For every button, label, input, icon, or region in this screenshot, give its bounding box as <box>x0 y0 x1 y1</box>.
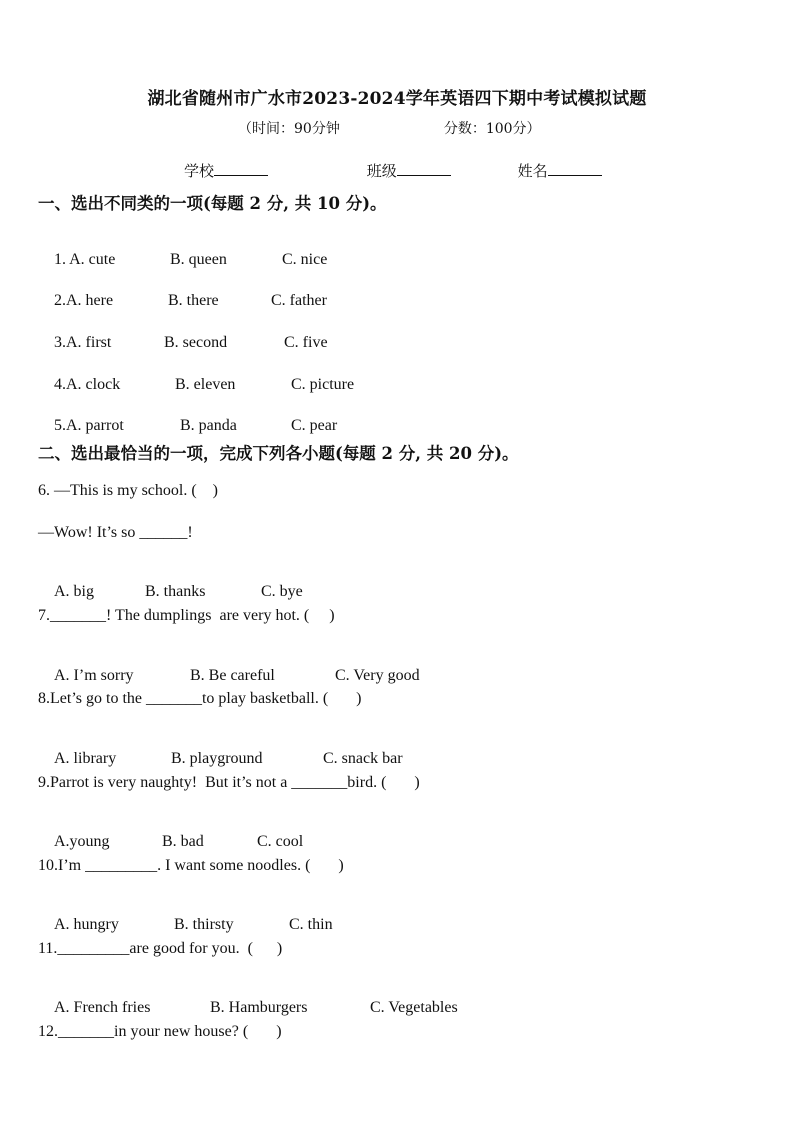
q11-option-b: B. Hamburgers <box>210 999 308 1016</box>
question-6-stem-2: —Wow! It’s so ______! <box>38 524 193 541</box>
question-9-stem: 9.Parrot is very naughty! But it’s not a _______bird. ( ) <box>38 774 420 791</box>
q6-option-a: A. big <box>54 583 94 600</box>
student-info <box>184 160 602 181</box>
school-field <box>184 160 268 181</box>
q3-option-b: B. second <box>164 334 228 351</box>
q5-option-b: B. panda <box>180 417 237 434</box>
q9-option-a: A.young <box>54 833 110 850</box>
q2-option-a: 2.A. here <box>54 292 114 309</box>
question-12-stem: 12._______in your new house? ( ) <box>38 1023 282 1040</box>
school-blank[interactable] <box>214 161 268 176</box>
page-title: 湖北省随州市广水市2023-2024学年英语四下期中考试模拟试题 <box>147 89 647 109</box>
question-8-stem: 8.Let’s go to the _______to play basketball. ( ) <box>38 690 362 707</box>
school-label: 学校 <box>184 162 215 180</box>
q1-option-c: C. nice <box>282 251 328 268</box>
q7-option-a: A. I’m sorry <box>54 667 134 684</box>
q8-option-c: C. snack bar <box>323 750 403 767</box>
q4-option-a: 4.A. clock <box>54 376 121 393</box>
q8-option-b: B. playground <box>171 750 263 767</box>
q10-option-b: B. thirsty <box>174 916 234 933</box>
q3-option-c: C. five <box>284 334 328 351</box>
q4-option-b: B. eleven <box>175 376 236 393</box>
q2-option-c: C. father <box>271 292 327 309</box>
section1-heading: 一、选出不同类的一项(每题 2 分, 共 10 分)。 <box>38 194 387 213</box>
exam-meta <box>238 118 541 138</box>
exam-time: （时间：90分钟 <box>238 121 340 137</box>
class-blank[interactable] <box>397 161 451 176</box>
q2-option-b: B. there <box>168 292 219 309</box>
q5-option-a: 5.A. parrot <box>54 417 124 434</box>
question-11-stem: 11._________are good for you. ( ) <box>38 940 283 957</box>
q9-option-c: C. cool <box>257 833 304 850</box>
question-7-stem: 7._______! The dumplings are very hot. ( ) <box>38 607 335 624</box>
exam-score: 分数：100分） <box>443 121 541 137</box>
q6-option-c: C. bye <box>261 583 303 600</box>
q1-option-a: 1. A. cute <box>54 251 116 268</box>
q11-option-a: A. French fries <box>54 999 151 1016</box>
q1-option-b: B. queen <box>170 251 227 268</box>
class-field <box>367 160 451 181</box>
q10-option-a: A. hungry <box>54 916 119 933</box>
q7-option-b: B. Be careful <box>190 667 275 684</box>
question-10-stem: 10.I’m _________. I want some noodles. ( ) <box>38 857 344 874</box>
q6-option-b: B. thanks <box>145 583 206 600</box>
question-6-stem: 6. —This is my school. ( ) <box>38 482 218 499</box>
q11-option-c: C. Vegetables <box>370 999 458 1016</box>
name-blank[interactable] <box>548 161 602 176</box>
section2-heading: 二、选出最恰当的一项，完成下列各小题(每题 2 分, 共 20 分)。 <box>38 444 519 463</box>
q9-option-b: B. bad <box>162 833 204 850</box>
class-label: 班级 <box>366 162 397 180</box>
q10-option-c: C. thin <box>289 916 333 933</box>
q4-option-c: C. picture <box>291 376 355 393</box>
q3-option-a: 3.A. first <box>54 334 112 351</box>
q5-option-c: C. pear <box>291 417 338 434</box>
q7-option-c: C. Very good <box>335 667 420 684</box>
q8-option-a: A. library <box>54 750 117 767</box>
name-label: 姓名 <box>517 162 548 180</box>
name-field <box>518 160 602 181</box>
